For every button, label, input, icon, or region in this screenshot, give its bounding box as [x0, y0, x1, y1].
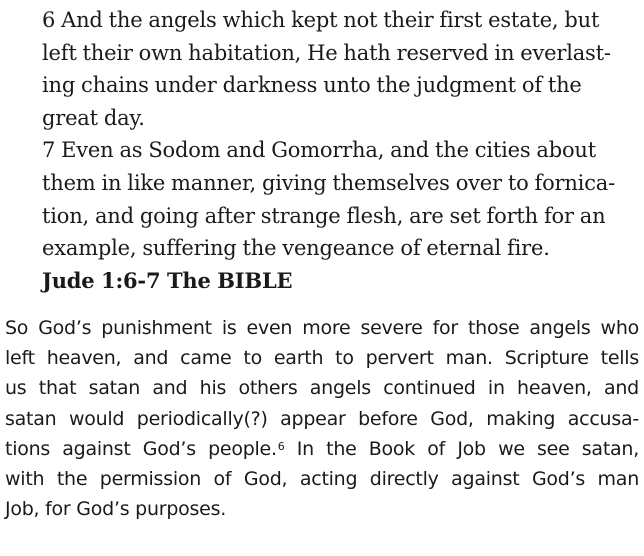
quote-line: left their own habitation, He hath reserved in everlast-	[42, 40, 611, 65]
footnote-reference[interactable]: 6	[277, 439, 285, 453]
quote-line: tion, and going after strange flesh, are set forth for an	[42, 203, 606, 228]
quote-citation: Jude 1:6-7 The BIBLE	[42, 267, 293, 293]
paragraph-line: with the permission of God, acting directly against God’s man	[5, 468, 639, 491]
quote-line: them in like manner, giving themselves over to fornica-	[42, 170, 615, 195]
quote-line: example, suffering the vengeance of eternal fire.	[42, 236, 550, 261]
paragraph-text: In the Book of Job we see satan,	[284, 437, 640, 460]
quote-line: ing chains under darkness unto the judgment of the	[42, 73, 582, 98]
paragraph-line: left heaven, and came to earth to pervert man. Scripture tells	[5, 347, 639, 370]
paragraph-line: Job, for God’s purposes.	[5, 498, 227, 521]
quote-line: 6 And the angels which kept not their first estate, but	[42, 8, 600, 32]
paragraph-line: So God’s punishment is even more severe for those angels who	[5, 317, 639, 339]
scripture-quote	[42, 4, 622, 297]
body-paragraph	[5, 313, 639, 524]
quote-line: great day.	[42, 105, 145, 130]
paragraph-line: us that satan and his others angels continued in heaven, and	[5, 377, 639, 400]
paragraph-line-with-footnote	[5, 434, 639, 464]
paragraph-text: tions against God’s people.	[5, 437, 277, 460]
paragraph-line: satan would periodically(?) appear before God, making accusa-	[5, 407, 639, 430]
quote-line: 7 Even as Sodom and Gomorrha, and the cities about	[42, 138, 596, 163]
